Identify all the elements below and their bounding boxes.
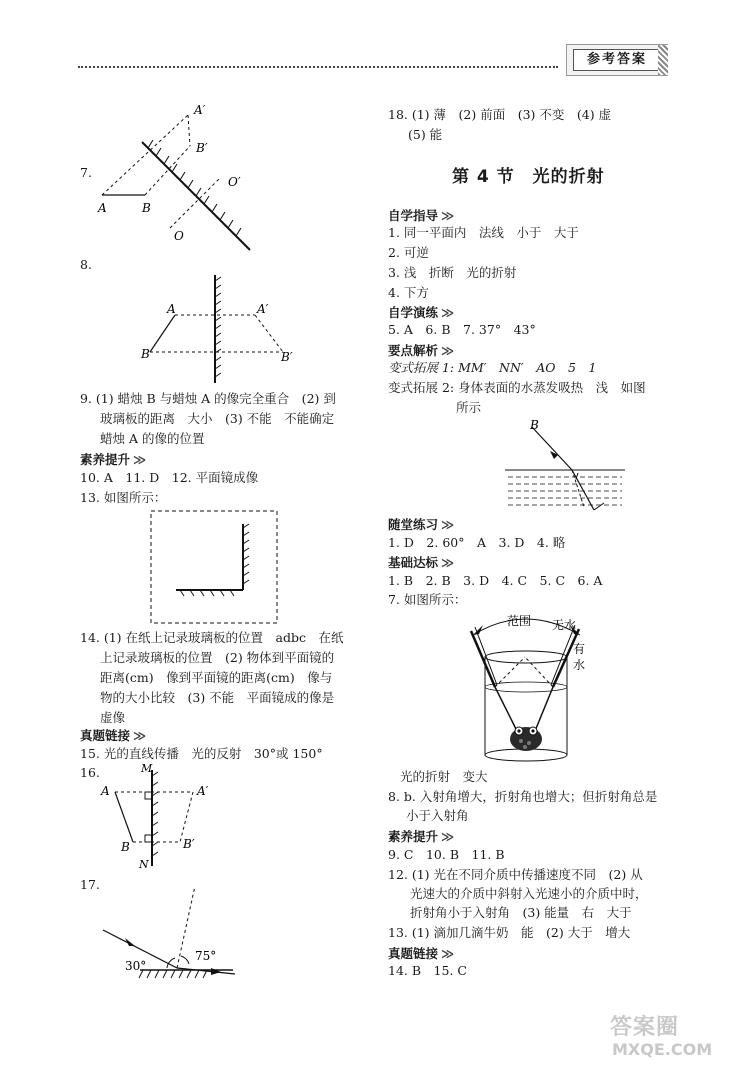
section-yaodian: 要点解析 ≫ xyxy=(388,343,455,358)
q7-right: 7. 如图所示： xyxy=(388,592,467,607)
fish-tank-label-shui: 水 xyxy=(573,658,586,672)
q13-right: 13. (1) 滴加几滴牛奶 能 (2) 大于 增大 xyxy=(388,925,631,940)
q8-figure xyxy=(135,275,305,385)
q7-label-Op: O′ xyxy=(228,175,241,189)
fish-tank-figure xyxy=(455,605,595,767)
q14-15-right: 14. B 15. C xyxy=(388,963,467,978)
zixue-3: 3. 浅 折断 光的折射 xyxy=(388,265,517,280)
q8-label-Ap: A′ xyxy=(257,302,269,316)
section-yanlian: 自学演练 ≫ xyxy=(388,305,455,320)
watermark-url: MXQE.COM xyxy=(612,1040,713,1059)
q9-11-right: 9. C 10. B 11. B xyxy=(388,847,505,862)
q16-label-M: M xyxy=(141,762,153,775)
fish-tank-label-you: 有 xyxy=(573,642,586,656)
header-badge xyxy=(566,44,668,76)
q7-label-B: B xyxy=(142,201,151,215)
q9-line3: 蜡烛 A 的像的位置 xyxy=(100,431,205,446)
refraction-label-B: B xyxy=(530,418,539,432)
q16-label-Ap: A′ xyxy=(197,784,209,798)
q18-line1: 18. (1) 薄 (2) 前面 (3) 不变 (4) 虚 xyxy=(388,107,612,122)
q17-figure xyxy=(95,878,245,984)
q14-line5: 虚像 xyxy=(100,710,126,725)
q16-number: 16. xyxy=(80,765,100,780)
fish-tank-label-nowater: 无水 xyxy=(552,618,577,632)
q7-label-Ap: A′ xyxy=(194,103,206,117)
zixue-4: 4. 下方 xyxy=(388,285,429,300)
section-zhenti-right: 真题链接 ≫ xyxy=(388,946,455,961)
q8-right-line2: 小于入射角 xyxy=(406,808,469,823)
zixue-2: 2. 可逆 xyxy=(388,245,429,260)
jichu: 1. B 2. B 3. D 4. C 5. C 6. A xyxy=(388,573,603,588)
q13: 13. 如图所示： xyxy=(80,490,167,505)
watermark-logo: 答案圈 xyxy=(610,1015,680,1040)
section-suyang-right: 素养提升 ≫ xyxy=(388,829,455,844)
q16-label-A: A xyxy=(101,784,110,798)
q12-line2: 光速大的介质中斜射入光速小的介质中时， xyxy=(410,886,648,901)
q16-label-B: B xyxy=(121,840,130,854)
section-zixue: 自学指导 ≫ xyxy=(388,208,455,223)
q8-right-line1: 8. b. 入射角增大，折射角也增大；但折射角总是 xyxy=(388,789,658,804)
q9-line2: 玻璃板的距离 大小 (3) 不能 不能确定 xyxy=(100,411,335,426)
section-suitang: 随堂练习 ≫ xyxy=(388,517,455,532)
refraction-figure xyxy=(500,415,630,517)
q12-line1: 12. (1) 光在不同介质中传播速度不同 (2) 从 xyxy=(388,867,643,882)
bianshi-2-line1: 变式拓展 2: 身体表面的水蒸发吸热 浅 如图 xyxy=(388,380,646,395)
q18-line2: (5) 能 xyxy=(408,127,443,142)
fig7-caption: 光的折射 变大 xyxy=(400,769,488,784)
section-title: 第 4 节 光的折射 xyxy=(452,167,605,187)
q16-figure xyxy=(95,762,225,872)
header-hatch xyxy=(658,45,668,75)
q8-label-B: B xyxy=(141,347,150,361)
header-title: 参考答案 xyxy=(573,49,661,71)
q14-line3: 距离(cm) 像到平面镜的距离(cm) 像与 xyxy=(100,670,333,685)
q14-line1: 14. (1) 在纸上记录玻璃板的位置 adbc 在纸 xyxy=(80,630,344,645)
q13-figure xyxy=(148,508,280,626)
q8-label-Bp: B′ xyxy=(281,350,293,364)
q7-label-Bp: B′ xyxy=(196,141,208,155)
fish-tank-label-range: 范围 xyxy=(507,614,532,628)
q12-line3: 折射角小于入射角 (3) 能量 右 大于 xyxy=(410,905,632,920)
header-dotted-rule xyxy=(78,66,558,68)
bianshi-2-line2: 所示 xyxy=(456,400,482,415)
section-zhenti-left: 真题链接 ≫ xyxy=(80,728,147,743)
yanlian: 5. A 6. B 7. 37° 43° xyxy=(388,322,536,337)
q16-label-Bp: B′ xyxy=(183,837,195,851)
q10-12: 10. A 11. D 12. 平面镜成像 xyxy=(80,470,259,485)
q17-label-75: 75° xyxy=(195,949,217,963)
q17-number: 17. xyxy=(80,877,100,892)
q7-label-A: A xyxy=(98,201,107,215)
zixue-1: 1. 同一平面内 法线 小于 大于 xyxy=(388,225,579,240)
bianshi-1: 变式拓展 1: MM′ NN′ AO 5 1 xyxy=(388,360,597,375)
q7-label-O: O xyxy=(174,229,184,243)
q7-number: 7. xyxy=(80,165,92,180)
q9-line1: 9. (1) 蜡烛 B 与蜡烛 A 的像完全重合 (2) 到 xyxy=(80,391,336,406)
q7-figure xyxy=(90,100,265,260)
section-jichu: 基础达标 ≫ xyxy=(388,555,455,570)
q8-label-A: A xyxy=(167,302,176,316)
q8-number: 8. xyxy=(80,257,92,272)
suitang: 1. D 2. 60° A 3. D 4. 略 xyxy=(388,535,566,550)
q14-line4: 物的大小比较 (3) 不能 平面镜成的像是 xyxy=(100,690,335,705)
q17-label-30: 30° xyxy=(125,959,147,973)
section-suyang-left: 素养提升 ≫ xyxy=(80,452,147,467)
q14-line2: 上记录玻璃板的位置 (2) 物体到平面镜的 xyxy=(100,650,335,665)
q16-label-N: N xyxy=(139,858,149,871)
q15: 15. 光的直线传播 光的反射 30°或 150° xyxy=(80,746,323,761)
